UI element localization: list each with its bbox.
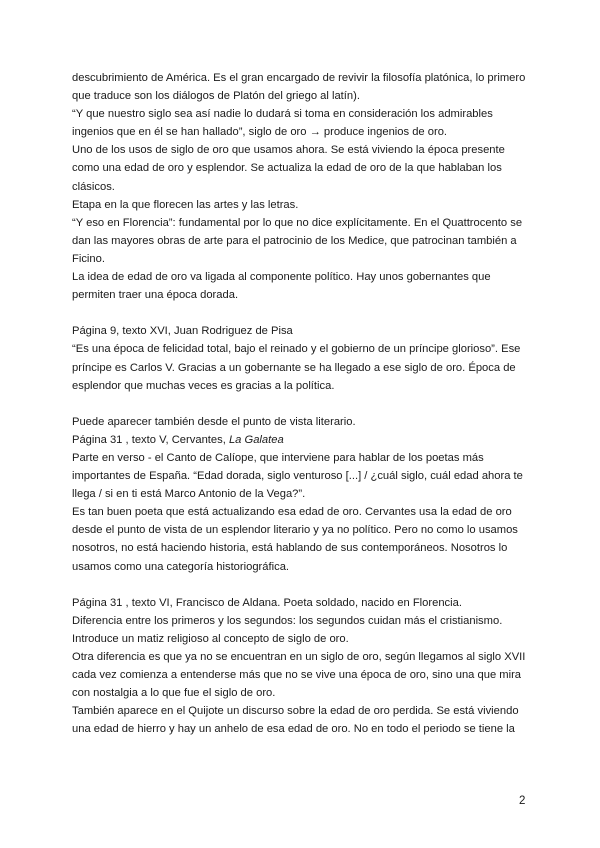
text-line: Etapa en la que florecen las artes y las letras. [72, 198, 299, 211]
paragraph [72, 413, 532, 431]
text-line: cada vez comienza a entenderse más que no se vive una época de oro, sino una que mira [72, 669, 522, 682]
paragraph [72, 630, 532, 648]
text-line [72, 431, 532, 449]
paragraph-gap [72, 576, 532, 594]
paragraph [72, 340, 532, 394]
paragraph [72, 612, 532, 630]
text-line: ingenios que en él se han hallado”, siglo de oro → produce ingenios de oro. [72, 126, 448, 139]
text-line: como una edad de oro y esplendor. Se actualiza la edad de oro de la que hablaban los [72, 162, 502, 175]
paragraph [72, 648, 532, 702]
paragraph [72, 141, 532, 195]
text-line: esplendor que muchas veces es gracias a la política. [72, 379, 335, 392]
text-line: importantes de España. “Edad dorada, siglo venturoso [...] / ¿cuál siglo, cuál edad ahora te [72, 470, 523, 483]
paragraph-gap [72, 395, 532, 413]
document-body [72, 69, 532, 738]
paragraph [72, 105, 532, 141]
text-line: usamos como una categoría historiográfica. [72, 560, 290, 573]
text-line: llega / si en ti está Marco Antonio de la Vega?”. [72, 488, 306, 501]
text-line: desde el punto de vista de un esplendor literario y ya no político. Pero no como lo usamos [72, 524, 518, 537]
paragraph [72, 322, 532, 340]
text-line: Otra diferencia es que ya no se encuentran en un siglo de oro, según llegamos al siglo XVII [72, 651, 526, 663]
paragraph [72, 69, 532, 105]
text-line: Página 31 , texto VI, Francisco de Aldana. Poeta soldado, nacido en Florencia. [72, 596, 462, 609]
source-reference: Página 31 , texto V, Cervantes, [72, 433, 229, 446]
text-line: También aparece en el Quijote un discurso sobre la edad de oro perdida. Se está viviendo [72, 705, 519, 718]
text-line: permiten traer una época dorada. [72, 289, 239, 302]
text-line: con nostalgia a lo que fue el siglo de oro. [72, 687, 276, 700]
text-line: Introduce un matiz religioso al concepto de siglo de oro. [72, 632, 349, 645]
paragraph-gap [72, 304, 532, 322]
text-line: La idea de edad de oro va ligada al componente político. Hay unos gobernantes que [72, 271, 491, 284]
text-line: príncipe es Carlos V. Gracias a un gobernante se ha llegado a ese siglo de oro. Época de [72, 361, 516, 374]
text-line: Ficino. [72, 252, 105, 265]
text-line: nosotros, no está haciendo historia, está hablando de sus contemporáneos. Nosotros lo [72, 542, 508, 555]
paragraph [72, 503, 532, 575]
text-line: dan las mayores obras de arte para el patrocinio de los Medice, que patrocinan también a [72, 234, 517, 247]
work-title: La Galatea [228, 433, 284, 446]
text-line: Diferencia entre los primeros y los segundos: los segundos cuidan más el cristianismo. [72, 614, 503, 627]
text-line: que traduce son los diálogos de Platón del griego al latín). [72, 90, 360, 103]
paragraph [72, 214, 532, 268]
paragraph [72, 449, 532, 503]
text-line: “Y eso en Florencia”: fundamental por lo que no dice explícitamente. En el Quattrocento se [72, 216, 523, 229]
text-line: Puede aparecer también desde el punto de vista literario. [72, 415, 356, 428]
text-line: Uno de los usos de siglo de oro que usamos ahora. Se está viviendo la época presente [72, 144, 505, 157]
text-line: Es tan buen poeta que está actualizando esa edad de oro. Cervantes usa la edad de oro [72, 506, 512, 519]
paragraph [72, 268, 532, 304]
paragraph [72, 196, 532, 214]
paragraph [72, 431, 532, 449]
text-line: clásicos. [72, 180, 115, 193]
text-line: Página 9, texto XVI, Juan Rodriguez de Pisa [72, 325, 293, 338]
text-line: “Y que nuestro siglo sea así nadie lo dudará si toma en consideración los admirables [72, 108, 493, 121]
text-line: Parte en verso - el Canto de Calíope, que interviene para hablar de los poetas más [72, 451, 484, 464]
text-line: descubrimiento de América. Es el gran encargado de revivir la filosofía platónica, lo primero [72, 72, 526, 84]
text-line: una edad de hierro y hay un anhelo de esa edad de oro. No en todo el periodo se tiene la [72, 723, 515, 736]
text-line: “Es una época de felicidad total, bajo el reinado y el gobierno de un príncipe glorioso”. Ese [72, 343, 521, 356]
paragraph [72, 594, 532, 612]
paragraph [72, 702, 532, 738]
page-number: 2 [519, 795, 526, 807]
